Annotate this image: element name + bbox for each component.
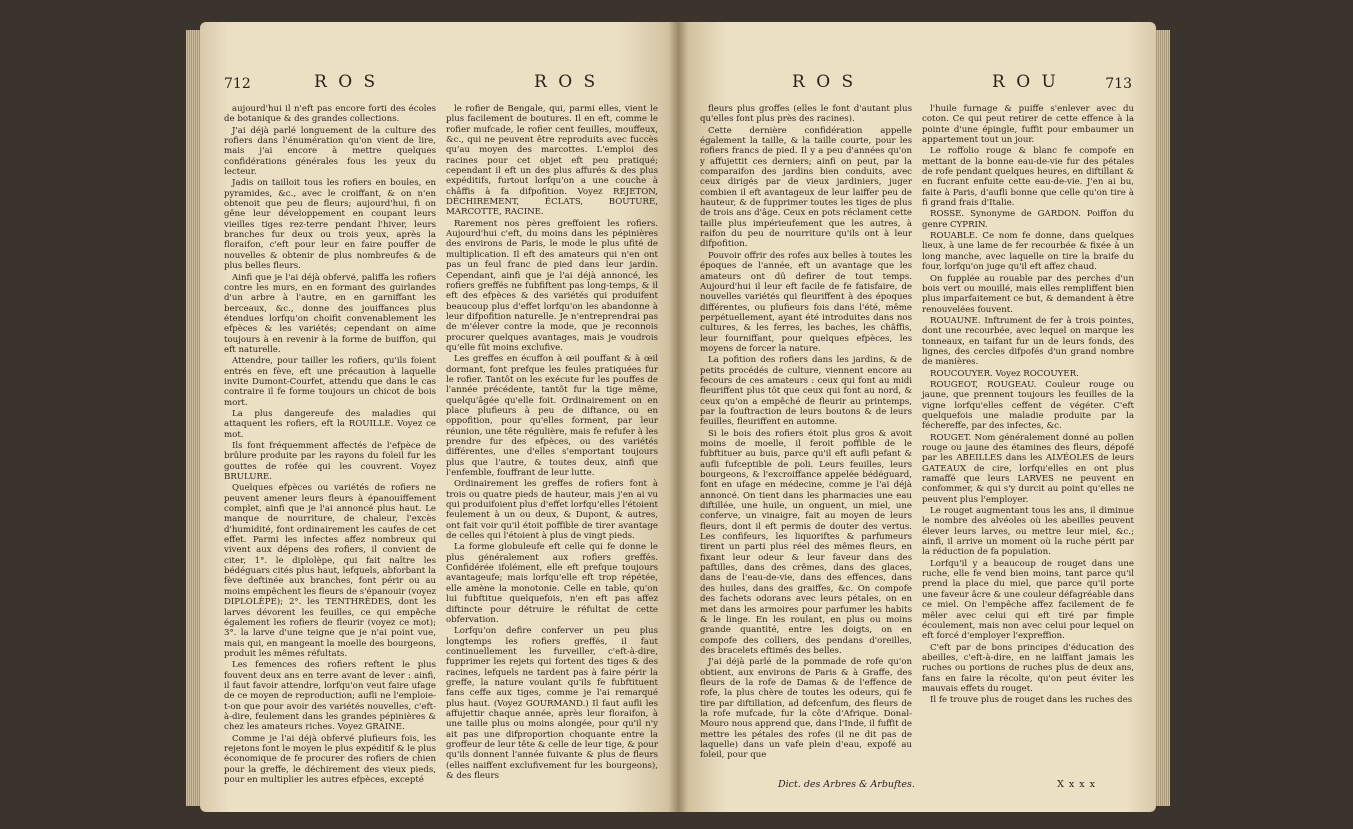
paragraph: l'huile furnage & puiffe s'enlever avec du coton. Ce qui peut retirer de cette effence à la pointe d'une épingle, fuffit pour embaumer un appartement tout un jour. (922, 104, 1134, 146)
left-column-1 (224, 104, 436, 786)
paragraph: La plus dangereufe des maladies qui attaquent les rofiers, eft la ROUILLE. Voyez ce mot. (224, 408, 436, 440)
paragraph: Les femences des rofiers reftent le plus fouvent deux ans en terre avant de lever : ainfi, il faut favoir attendre, lorfqu'on veut faire ufage de ce moyen de reproduction; aufli ne l'emploie-t-on que pour avoir des variétés nouvelles, c'eft-à-dire, feulement dans les grandes pépinières & chez les amateurs riches. Voyez GRAINE. (224, 660, 436, 733)
paragraph: ROUABLE. Ce nom fe donne, dans quelques lieux, à une lame de fer recourbée & fixée à un long manche, avec laquelle on tire la braife du four, lorfqu'on juge qu'il eft affez chaud. (922, 231, 1134, 273)
paragraph: Lorfqu'on defire conferver un peu plus longtemps les rofiers greffés, il faut continuellement les furveiller, c'eft-à-dire, fupprimer les rejets qui fortent des tiges & des racines, lefquels ne tardent pas à faire périr la greffe, la nature voulant qu'ils fe fubftituent fans ceffe aux tiges, comme je l'ai remarqué plus haut. (Voyez GOURMAND.) Il faut aufli les affujettir chaque année, après leur floraifon, à une taille plus ou moins alongée, pour qu'il n'y ait pas une difproportion choquante entre la groffeur de leur tête & celle de leur tige, & pour qu'ils donnent l'année fuivante & plus de fleurs (elles naiffent exclufivement fur les bourgeons), & des fleurs (446, 626, 658, 781)
paragraph: ROSSE. Synonyme de GARDON. Poiffon du genre CYPRIN. (922, 209, 1134, 230)
page-number: 713 (1105, 76, 1132, 92)
paragraph: ROUGET. Nom généralement donné au pollen rouge ou jaune des étamines des fleurs, dépofé par les ABEILLES dans les ALVÉOLES de leurs GATEAUX de cire, lorfqu'elles en ont plus ramaffé que leurs LARVES ne peuvent en confommer, & qui s'y durcit au point qu'elles ne peuvent plus l'employer. (922, 432, 1134, 505)
paragraph: Les greffes en écuffon à œil pouffant & à œil dormant, font prefque les feules pratiquées fur le rofier. Tantôt on les exécute fur les pouffes de l'année précédente, tantôt fur la tige même, quelqu'âgée qu'elle foit. Ordinairement on en place plufieurs à peu de diftance, ou en oppofition, pour qu'elles forment, par leur réunion, une tête régulière, mais fe refufer à les prendre fur des efpèces, ou des variétés différentes, une d'elles s'emportant toujours plus que l'autre, & toutes deux, ainfi que l'enfemble, fouffrant de leur lutte. (446, 354, 658, 479)
paragraph: C'eft par de bons principes d'éducation des abeilles, c'eft-à-dire, en ne laiffant jamais les ruches ou portions de ruches plus de deux ans, fans en faire la récolte, qu'on peut éviter les mauvais effets du rouget. (922, 642, 1134, 694)
paragraph: Quelques efpèces ou variétés de rofiers ne peuvent amener leurs fleurs à épanouiffement complet, ainfi que je l'ai annoncé plus haut. Le manque de nourriture, de chaleur, l'excès d'humidité, font ordinairement les caufes de cet effet. Parmi les infectes affez nombreux qui vivent aux dépens des rofiers, il convient de citer, 1°. le diplolèpe, qui fait naître les bédéguars cités plus haut, lefquels, abforbant la fève deftinée aux branches, font périr ou au moins empêchent les fleurs de s'épanouir (voyez DIPLOLÈPE); 2°. les TENTHRÈDES, dont les larves dévorent les feuilles, ce qui empêche également les rofiers de fleurir (voyez ce mot); 3°. la larve d'une teigne que je n'ai point vue, mais qui, en mangeant la moelle des bourgeons, produit les mêmes réfultats. (224, 483, 436, 659)
page-edges-right (1154, 30, 1170, 806)
paragraph: fleurs plus groffes (elles le font d'autant plus qu'elles font plus près des racines). (700, 104, 912, 125)
running-head-left: R O S (314, 72, 379, 92)
right-column-2 (922, 104, 1134, 707)
right-page (678, 22, 1156, 812)
paragraph: aujourd'hui il n'eft pas encore forti des écoles de botanique & des grandes collections. (224, 104, 436, 125)
right-column-1 (700, 104, 912, 762)
paragraph: le rofier de Bengale, qui, parmi elles, vient le plus facilement de boutures. Il en eft, comme le rofier mufcade, le rofier cent feuilles, mouffeux, &c., qui ne peuvent être reproduits avec fuccès qu'au moyen des marcottes. L'emploi des racines pour cet objet eft peu pratiqué; cependant il eft un des plus affurés & des plus expéditifs, furtout lorfqu'on a une couche à châffis à fa difpofition. Voyez REJETON, DÉCHIREMENT, ÉCLATS, BOUTURE, MARCOTTE, RACINE. (446, 104, 658, 218)
signature-mark: X x x x (1057, 779, 1096, 790)
left-page (200, 22, 678, 812)
paragraph: Ordinairement les greffes de rofiers font à trois ou quatre pieds de hauteur, mais j'en ai vu qui produifoient plus d'effet lorfqu'elles l'étoient feulement à un ou deux, & Dupont, & autres, ont fait voir qu'il étoit poffible de tirer avantage de celles qui l'étoient à plus de vingt pieds. (446, 479, 658, 542)
paragraph: Lorfqu'il y a beaucoup de rouget dans une ruche, elle fe vend bien moins, tant parce qu'il prend la place du miel, que parce qu'il porte une faveur âcre & une couleur défagréable dans ce miel. On l'empêche affez facilement de fe mêler avec celui qui eft tiré par fimple écoulement, mais non avec celui pour lequel on eft forcé d'employer l'expreffion. (922, 558, 1134, 642)
footer-title: Dict. des Arbres & Arbuftes. (778, 779, 915, 790)
paragraph: ROUAUNE. Inftrument de fer à trois pointes, dont une recourbée, avec lequel on marque les tonneaux, en taifant fur un de leurs fonds, des lignes, des cercles difpofés d'un grand nombre de manières. (922, 315, 1134, 368)
paragraph: ROUGEOT, ROUGEAU. Couleur rouge ou jaune, que prennent toujours les feuilles de la vigne lorfqu'elles ceffent de végéter. C'eft quelquefois une maladie produite par la féchereffe, par des infectes, &c. (922, 379, 1134, 432)
paragraph: Attendre, pour tailler les rofiers, qu'ils foient entrés en fève, eft une précaution à laquelle invite Dumont-Courfet, attendu que dans le cas contraire il fe forme toujours un chicot de bois mort. (224, 356, 436, 408)
running-head-left: R O S (792, 72, 857, 92)
running-head-right: R O S (534, 72, 599, 92)
running-head-right: R O U (992, 72, 1059, 92)
paragraph: Comme je l'ai déjà obfervé plufieurs fois, les rejetons font le moyen le plus expéditif & le plus économique de fe procurer des rofiers de chien pour la greffe, le déchirement des vieux pieds, pour en multiplier les autres efpèces, excepté (224, 733, 436, 785)
paragraph: Jadis on tailloit tous les rofiers en boules, en pyramides, &c., avec le croiffant, & on n'en obtenoit que peu de fleurs; aujourd'hui, fi on gêne leur développement en coupant leurs vieilles tiges rez-terre pendant l'hiver, leurs branches fur deux ou trois yeux, après la floraifon, c'eft pour leur en faire pouffer de nouvelles & obtenir de plus nombreufes & de plus belles fleurs. (224, 178, 436, 272)
paragraph: J'ai déjà parlé longuement de la culture des rofiers dans l'énumération qu'on vient de lire, mais j'ai encore à mettre quelques confidérations générales fous les yeux du lecteur. (224, 125, 436, 178)
paragraph: Le rouget augmentant tous les ans, il diminue le nombre des alvéoles où les abeilles peuvent élever leurs larves, ou mettre leur miel, &c.; ainfi, il arrive un moment où la ruche périt par la réduction de fa population. (922, 506, 1134, 558)
paragraph: Ainfi que je l'ai déjà obfervé, paliffa les rofiers contre les murs, en en formant des guirlandes d'un arbre à l'autre, en en garniffant les berceaux, &c., donne des jouiffances plus étendues lorfqu'on choifit convenablement les efpèces & les variétés; cependant on aime toujours à en revenir à la forme de buiffon, qui eft naturelle. (224, 272, 436, 355)
paragraph: Ils font fréquemment affectés de l'efpèce de brûlure produite par les rayons du foleil fur les gouttes de rofée qui les couvrent. Voyez BRULURE. (224, 441, 436, 483)
left-column-2 (446, 104, 658, 782)
paragraph: Cette dernière confidération appelle également la taille, & la taille courte, pour les rofiers francs de pied. Il y a peu d'années qu'on y affujettit ces derniers; ainfi on peut, par la comparaifon des jardins bien conduits, avec ceux dirigés par de vieux jardiniers, juger combien il eft avantageux de leur laiffer peu de hauteur, & de fupprimer toutes les tiges de plus de trois ans d'âge. Ceux en pots réclament cette taille plus impérieufement que les autres, à raifon du peu de nourriture qu'ils ont à leur difpofition. (700, 125, 912, 250)
paragraph: Rarement nos pères greffoient les rofiers. Aujourd'hui c'eft, du moins dans les pépinières des environs de Paris, le mode le plus ufité de multiplication. Il eft des amateurs qui n'en ont pas un feul franc de pied dans leur jardin. Cependant, ainfi que je l'ai déjà annoncé, les rofiers greffés ne fubfiftent pas long-temps, & il eft des efpèces & des variétés qui produifent beaucoup plus d'effet lorfqu'on les abandonne à leur difpofition naturelle. Je n'entreprendrai pas de m'élever contre la mode, que je reconnois procurer quelques avantages, mais je voudrois qu'elle fût moins exclufive. (446, 218, 658, 353)
paragraph: Le roffolio rouge & blanc fe compofe en mettant de la bonne eau-de-vie fur des pétales de rofe pendant quelques heures, en diftillant & en fucrant enfuite cette eau-de-vie. J'en ai bu, faite à Paris, d'aufli bonne que celle qu'on tire à fi grand frais d'Italie. (922, 146, 1134, 209)
paragraph: ROUCOUYER. Voyez ROCOUYER. (930, 368, 1079, 379)
paragraph: La pofition des rofiers dans les jardins, & de petits procédés de culture, viennent encore au fecours de ces amateurs : ceux qui font au midi fleuriffent plus tôt que ceux qui font au nord, & ceux qu'on a empêché de fleurir au printemps, par la fouftraction de leurs boutons & de leurs feuilles, fleuriffent en automne. (700, 355, 912, 428)
paragraph: J'ai déjà parlé de la pommade de rofe qu'on obtient, aux environs de Paris & à Graffe, des fleurs de la rofe de Damas & de l'effence de rofe, la plus chère de toutes les odeurs, qui fe tire par diftillation, ad defcenfum, des fleurs de la rofe mufcade, fur la côte d'Afrique. Donal-Mouro nous apprend que, dans l'Inde, il fuffit de mettre les pétales des rofes (il ne dit pas de laquelle) dans un vafe plein d'eau, expofé au foleil, pour que (700, 657, 912, 761)
paragraph: Il fe trouve plus de rouget dans les ruches des (930, 695, 1133, 706)
left-running-head (224, 72, 654, 98)
paragraph: La forme globuleufe eft celle qui fe donne le plus généralement aux rofiers greffés. Confidérée ifolément, elle eft prefque toujours avantageufe; mais lorfqu'elle eft trop répétée, elle amène la monotonie. Celle en table, qu'on lui fubftitue quelquefois, n'en eft pas affez diftincte pour détruire le réfultat de cette obfervation. (446, 542, 658, 625)
right-running-head (702, 72, 1132, 98)
paragraph: Pouvoir offrir des rofes aux belles à toutes les époques de l'année, eft un avantage que les amateurs ont dû defirer de tout temps. Aujourd'hui il leur eft facile de fe fatisfaire, de nouvelles variétés qui fleuriffent à des époques différentes, ou plufieurs fois dans l'été, même perpétuellement, ayant été introduites dans nos cultures, & les ferres, les baches, les châffis, leur fourniffant, pour quelques efpèces, les moyens de forcer la nature. (700, 250, 912, 354)
paragraph: On fupplée au rouable par des perches d'un bois vert ou mouillé, mais elles rempliffent bien plus imparfaitement ce but, & demandent à être renouvelées fouvent. (922, 273, 1134, 315)
page-number: 712 (224, 76, 251, 92)
paragraph: Si le bois des rofiers étoit plus gros & avoit moins de moelle, il feroit poffible de le fubftituer au buis, parce qu'il eft aufli pefant & aufli fufceptible de poli. Leurs feuilles, leurs bourgeons, & l'excroiffance appelée bédéguard, font en ufage en médecine, comme je l'ai déjà annoncé. On tient dans les pharmacies une eau diftillée, une huile, un onguent, un miel, une conferve, un vinaigre, fait au moyen de leurs fleurs, dont il eft permis de douter des vertus. Les confifeurs, les liquoriftes & parfumeurs tirent un parti plus réel des mêmes fleurs, en fixant leur odeur & leur faveur dans des paftilles, dans des crêmes, dans des glaces, dans de l'eau-de-vie, dans des effences, dans des huiles, dans des graiffes, &c. On compofe des fachets odorans avec leurs pétales, on en met dans les armoires pour parfumer les habits & le linge. En les roulant, en plus ou moins grande quantité, entre les doigts, on en compofe des colliers, des pendans d'oreilles, des bracelets eftimés des belles. (700, 428, 912, 656)
book-gutter (668, 22, 688, 812)
